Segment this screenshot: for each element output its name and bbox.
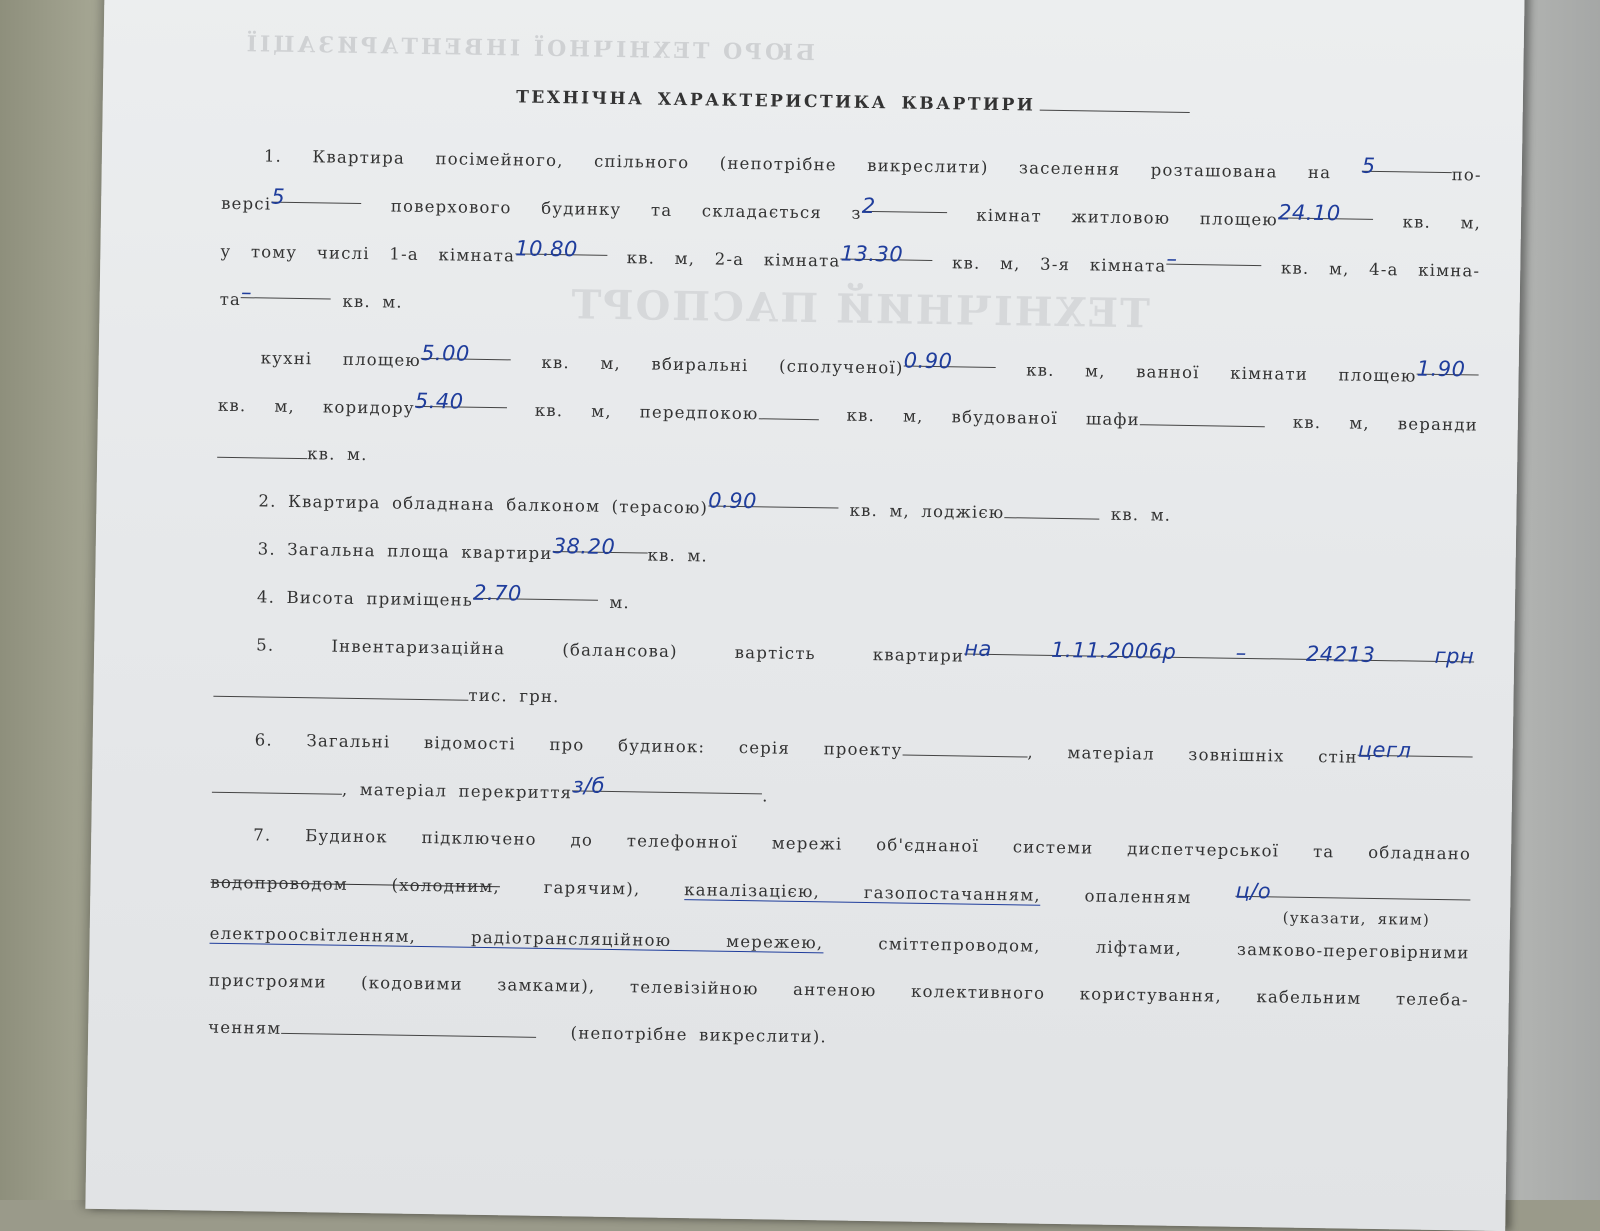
- p1-text-j: кв. м, 4-а кімна-: [1280, 258, 1481, 281]
- total-area-value: 38.20: [552, 534, 616, 560]
- p1-text-f: кв. м,: [1402, 212, 1482, 233]
- rooms-value: 2: [861, 193, 876, 219]
- floors-total-field[interactable]: [271, 180, 361, 209]
- bleed-through-text: БЮРО ТЕХНІЧНОЇ ІНВЕНТАРИЗАЦІЇ: [243, 31, 816, 67]
- p7-text-c2: сміттепроводом, ліфтами, замково-переговірними: [878, 934, 1470, 963]
- total-area-field[interactable]: [552, 529, 648, 560]
- veranda-field[interactable]: [217, 435, 307, 459]
- bath-value: 1.90: [1416, 356, 1466, 382]
- room2-field[interactable]: [840, 237, 932, 267]
- living-area-field[interactable]: [1277, 195, 1373, 226]
- p5-text-a: 5. Інвентаризаційна (балансова) вартість квартири: [256, 635, 965, 666]
- walls-field-cont[interactable]: [212, 770, 342, 795]
- cable-tv-field[interactable]: [281, 1011, 536, 1038]
- wardrobe-field[interactable]: [1140, 402, 1265, 427]
- rooms-field[interactable]: [861, 189, 947, 219]
- p1-text-b: по-: [1451, 165, 1482, 185]
- balcony-field[interactable]: [708, 483, 838, 514]
- toilet-value: 0.90: [903, 348, 953, 374]
- sewer-gas-underlined: каналізацією, газопостачанням,: [684, 880, 1041, 905]
- p4-text-b: м.: [609, 592, 631, 613]
- title-text: ТЕХНІЧНА ХАРАКТЕРИСТИКА КВАРТИРИ: [516, 87, 1036, 116]
- room4-value: –: [240, 280, 253, 305]
- kitchen-value: 5.00: [420, 340, 471, 366]
- p7-text-a: 7. Будинок підключено до телефонної мережі об'єднаної системи диспетчерської та обладнано: [253, 825, 1472, 864]
- project-series-field[interactable]: [902, 733, 1027, 758]
- hallway-field[interactable]: [758, 396, 818, 420]
- p1b-text-g: кв. м, веранди: [1292, 412, 1479, 435]
- electric-radio-underlined: електроосвітленням, радіотрансляційною мережею,: [209, 923, 824, 953]
- corridor-value: 5.40: [414, 388, 464, 414]
- p6-text-b: , матеріал зовнішніх стін: [1027, 742, 1358, 767]
- p1-text-d: поверхового будинку та складається з: [390, 196, 862, 223]
- p1-text-c: версі: [221, 193, 272, 214]
- room2-value: 13.30: [840, 241, 904, 267]
- p7-text-f: (непотрібне викреслити).: [570, 1023, 828, 1047]
- document-page: [85, 0, 1524, 1231]
- p3-text-b: кв. м.: [647, 545, 709, 566]
- p1b-text-c: кв. м, ванної кімнати площею: [1026, 360, 1417, 386]
- bleed-through-heading: ТЕХНІЧНИЙ ПАСПОРТ: [569, 281, 1151, 338]
- heating-value: ц/о: [1235, 878, 1272, 904]
- p7-text-d: пристроями (кодовими замками), телевізійною антеною колективного користування, кабельним телеба-: [208, 970, 1469, 1010]
- p6-text-a: 6. Загальні відомості про будинок: серія проекту: [254, 730, 903, 760]
- bath-field[interactable]: [1416, 352, 1479, 382]
- p4-text-a: 4. Висота приміщень: [256, 587, 474, 610]
- p6-text-c: , матеріал перекриття: [341, 779, 573, 803]
- corridor-field[interactable]: [414, 384, 507, 414]
- p5-text-b: тис. грн.: [468, 685, 560, 707]
- kitchen-field[interactable]: [420, 336, 511, 366]
- floor-value: 5: [1361, 153, 1376, 178]
- water-hot: гарячим),: [543, 877, 641, 899]
- p1-text-l: кв. м.: [342, 291, 403, 312]
- room4-field[interactable]: [240, 275, 331, 305]
- walls-field[interactable]: [1357, 733, 1473, 763]
- p2-text-a: 2. Квартира обладнана балконом (терасою): [258, 491, 709, 518]
- room1-value: 10.80: [515, 236, 579, 262]
- document-title: [223, 83, 1483, 123]
- loggia-field[interactable]: [1004, 495, 1099, 519]
- p1b-text-e: кв. м, передпокою: [534, 400, 759, 424]
- balcony-value: 0.90: [708, 488, 758, 514]
- floor-material-field[interactable]: [572, 768, 762, 798]
- title-line: [1039, 110, 1189, 113]
- p3-text-a: 3. Загальна площа квартири: [257, 539, 553, 564]
- walls-value: цегл: [1357, 737, 1412, 763]
- toilet-field[interactable]: [903, 344, 996, 374]
- floors-total-value: 5: [271, 184, 286, 209]
- room1-field[interactable]: [515, 231, 607, 262]
- document-content: [208, 83, 1483, 1071]
- p1-text-i: кв. м, 3-я кімната: [951, 253, 1167, 276]
- p1b-text-f: кв. м, вбудованої шафи: [846, 405, 1140, 430]
- heating-field[interactable]: [1235, 874, 1470, 904]
- p1-text-k: та: [219, 289, 242, 310]
- floor-field[interactable]: [1361, 149, 1452, 178]
- water-cold-struck: водопроводом (холодним,: [210, 872, 501, 897]
- p1-text-e: кімнат житловою площею: [976, 205, 1279, 230]
- p1b-text-a: кухні площею: [260, 348, 422, 370]
- height-value: 2.70: [472, 580, 523, 606]
- floor-material-value: з/б: [572, 773, 606, 798]
- p2-text-c: кв. м.: [1110, 504, 1172, 525]
- p1-text-g: у тому числі 1-а кімната: [220, 241, 516, 266]
- p7-text-e: ченням: [208, 1017, 282, 1038]
- room3-field[interactable]: [1166, 242, 1261, 271]
- value-value: на 1.11.2006р – 24213 грн: [964, 636, 1475, 669]
- value-thousands-field[interactable]: [213, 674, 468, 701]
- p1-text-h: кв. м, 2-а кімната: [626, 248, 841, 271]
- p1b-text-b: кв. м, вбиральні (сполученої): [541, 352, 904, 378]
- p2-text-b: кв. м, лоджією: [849, 500, 1005, 523]
- p1b-text-h: кв. м.: [307, 444, 368, 465]
- room3-value: –: [1166, 246, 1178, 271]
- p6-text-d: .: [762, 786, 769, 806]
- height-field[interactable]: [472, 576, 598, 606]
- p1b-text-d: кв. м, коридору: [217, 395, 415, 418]
- living-area-value: 24.10: [1277, 200, 1341, 226]
- p1-text-a: 1. Квартира посімейного, спільного (непотрібне викреслити) заселення розташована на: [263, 146, 1332, 183]
- heating-note: (указати, яким): [1282, 908, 1431, 929]
- heating-label: опаленням: [1084, 886, 1192, 908]
